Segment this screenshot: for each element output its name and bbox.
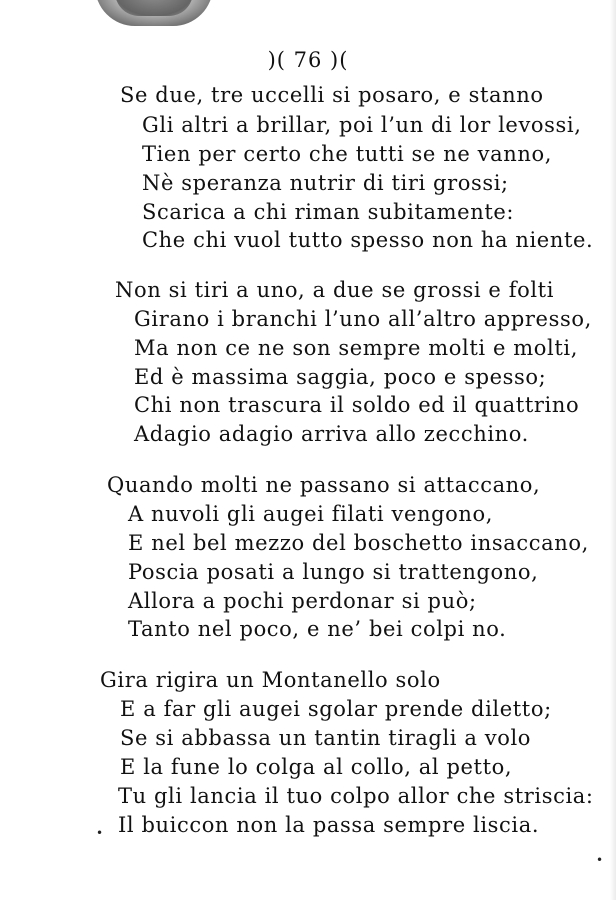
ink-speck: • (596, 853, 604, 867)
page-corner-shadow-inner (115, 0, 193, 16)
page-edge (610, 0, 616, 900)
poem-line: Ma non ce ne son sempre molti e molti, (134, 336, 578, 360)
ink-speck: • (96, 826, 104, 840)
poem-line: Gli altri a brillar, poi l’un di lor levossi, (142, 113, 582, 137)
poem-line: Il buiccon non la passa sempre liscia. (118, 813, 540, 837)
page-number: )( 76 )( (267, 48, 349, 72)
poem-line: Che chi vuol tutto spesso non ha niente. (142, 228, 594, 252)
poem-line: Tien per certo che tutti se ne vanno, (142, 142, 553, 166)
poem-line: Adagio adagio arriva allo zecchino. (134, 422, 529, 446)
poem-line: Ed è massima saggia, poco e spesso; (134, 365, 547, 389)
poem-line: Non si tiri a uno, a due se grossi e folti (115, 278, 555, 302)
page-corner-shadow (95, 0, 213, 26)
poem-line: Se si abbassa un tantin tiragli a volo (120, 726, 532, 750)
poem-line: Poscia posati a lungo si trattengono, (128, 560, 539, 584)
poem-line: Allora a pochi perdonar si può; (128, 589, 477, 613)
poem-line: A nuvoli gli augei filati vengono, (128, 502, 494, 526)
poem-line: Tu gli lancia il tuo colpo allor che striscia: (118, 784, 594, 808)
poem-line: E a far gli augei sgolar prende diletto; (120, 697, 552, 721)
poem-line: Gira rigira un Montanello solo (100, 668, 441, 692)
poem-line: Tanto nel poco, e ne’ bei colpi no. (128, 617, 507, 641)
poem-line: Girano i branchi l’uno all’altro appresso, (134, 307, 592, 331)
poem-line: E nel bel mezzo del boschetto insaccano, (128, 531, 589, 555)
poem-line: Chi non trascura il soldo ed il quattrino (134, 393, 580, 417)
poem-line: E la fune lo colga al collo, al petto, (120, 755, 513, 779)
poem-line: Se due, tre uccelli si posaro, e stanno (120, 83, 544, 107)
poem-line: Scarica a chi riman subitamente: (142, 200, 515, 224)
poem-line: Nè speranza nutrir di tiri grossi; (142, 171, 509, 195)
poem-line: Quando molti ne passano si attaccano, (107, 473, 541, 497)
